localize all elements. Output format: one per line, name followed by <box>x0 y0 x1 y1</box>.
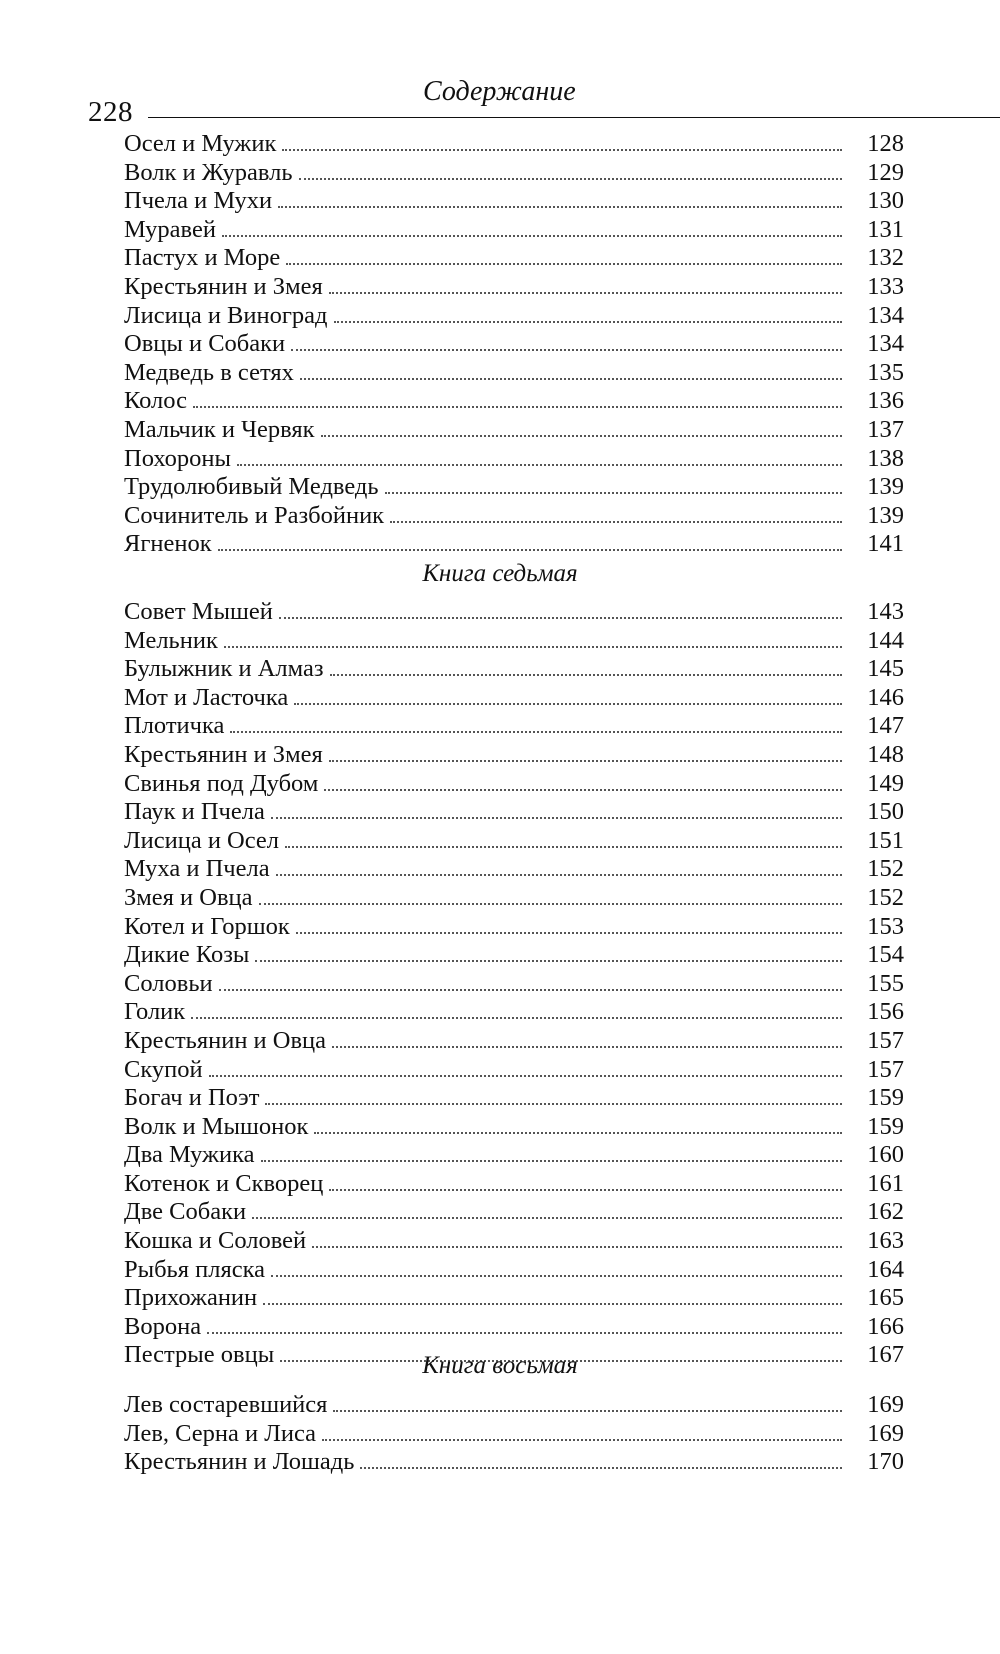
toc-entry-title: Совет Мышей <box>124 598 273 625</box>
toc-dot-leader <box>285 846 842 848</box>
toc-entry-page-number: 170 <box>867 1448 904 1476</box>
toc-entry-page-number: 138 <box>867 444 904 472</box>
toc-entry-title: Крестьянин и Змея <box>124 740 323 768</box>
toc-entry-page-number: 157 <box>867 1055 904 1083</box>
toc-entry-page-number: 150 <box>867 798 904 826</box>
toc-entry-page-number: 162 <box>867 1198 904 1226</box>
toc-entry-title: Крестьянин и Змея <box>124 272 323 300</box>
toc-list <box>124 130 904 559</box>
toc-entry-page-number: 163 <box>867 1227 904 1255</box>
toc-entry <box>124 798 904 827</box>
toc-entry-page-number: 167 <box>867 1341 904 1369</box>
toc-entry-page-number: 137 <box>867 415 904 443</box>
toc-dot-leader <box>324 789 842 791</box>
toc-entry-page-number: 159 <box>867 1112 904 1140</box>
toc-entry <box>124 1027 904 1056</box>
toc-entry <box>124 473 904 502</box>
toc-entry-page-number: 130 <box>867 187 904 215</box>
running-title: Содержание <box>423 76 576 107</box>
toc-dot-leader <box>332 1046 842 1048</box>
toc-entry <box>124 1391 904 1420</box>
toc-entry <box>124 387 904 416</box>
toc-dot-leader <box>278 206 842 208</box>
toc-dot-leader <box>271 817 842 819</box>
toc-entry-title: Пестрые овцы <box>124 1341 275 1369</box>
toc-entry-title: Волк и Мышонок <box>124 1112 309 1140</box>
toc-entry <box>124 1198 904 1227</box>
toc-dot-leader <box>334 321 842 323</box>
toc-entry-title: Рыбья пляска <box>124 1255 266 1283</box>
toc-entry <box>124 445 904 474</box>
toc-entry-page-number: 169 <box>867 1419 904 1447</box>
toc-entry-title: Голик <box>124 998 186 1026</box>
toc-dot-leader <box>191 1017 842 1019</box>
toc-entry-title: Соловьи <box>124 969 213 997</box>
toc-entry-title: Лисица и Осел <box>124 826 280 854</box>
toc-entry-page-number: 151 <box>867 826 904 854</box>
toc-entry-page-number: 164 <box>867 1255 904 1283</box>
toc-entry-page-number: 149 <box>867 769 904 797</box>
toc-entry-page-number: 128 <box>867 130 904 157</box>
book-seven-heading: Книга седьмая <box>422 560 578 587</box>
toc-entry-title: Осел и Мужик <box>124 130 277 157</box>
toc-entry <box>124 712 904 741</box>
toc-list <box>124 598 904 1370</box>
toc-dot-leader <box>222 235 842 237</box>
toc-entry <box>124 159 904 188</box>
toc-entry-page-number: 135 <box>867 358 904 386</box>
toc-list <box>124 1391 904 1477</box>
toc-entry-title: Плотичка <box>124 712 225 740</box>
toc-entry-title: Змея и Овца <box>124 883 253 911</box>
toc-entry <box>124 530 904 559</box>
toc-entry-page-number: 133 <box>867 272 904 300</box>
toc-entry-page-number: 134 <box>867 330 904 358</box>
toc-dot-leader <box>193 406 842 408</box>
toc-dot-leader <box>294 703 842 705</box>
toc-dot-leader <box>329 1189 842 1191</box>
toc-entry-page-number: 134 <box>867 301 904 329</box>
toc-entry-title: Две Собаки <box>124 1198 247 1226</box>
page-header <box>88 72 938 128</box>
toc-dot-leader <box>209 1075 842 1077</box>
toc-entry <box>124 1420 904 1449</box>
toc-entry-title: Дикие Козы <box>124 941 250 969</box>
toc-entry <box>124 627 904 656</box>
toc-dot-leader <box>390 521 842 523</box>
toc-entry-page-number: 154 <box>867 941 904 969</box>
toc-dot-leader <box>286 263 842 265</box>
toc-entry-page-number: 146 <box>867 683 904 711</box>
toc-entry-title: Свинья под Дубом <box>124 769 319 797</box>
toc-entry-title: Овцы и Собаки <box>124 330 286 358</box>
toc-entry <box>124 1448 904 1477</box>
toc-entry-page-number: 139 <box>867 473 904 501</box>
toc-entry <box>124 941 904 970</box>
toc-entry-title: Лев состаревшийся <box>124 1391 328 1418</box>
toc-dot-leader <box>296 932 842 934</box>
toc-dot-leader <box>207 1332 842 1334</box>
toc-entry-title: Ворона <box>124 1312 202 1340</box>
header-rule <box>148 117 1000 118</box>
toc-dot-leader <box>329 292 842 294</box>
toc-entry-title: Лев, Серна и Лиса <box>124 1419 317 1447</box>
toc-entry-page-number: 153 <box>867 912 904 940</box>
toc-entry <box>124 244 904 273</box>
toc-entry-page-number: 131 <box>867 215 904 243</box>
toc-entry-page-number: 129 <box>867 158 904 186</box>
toc-dot-leader <box>300 378 842 380</box>
toc-dot-leader <box>282 149 842 151</box>
toc-dot-leader <box>321 435 842 437</box>
toc-entry-page-number: 147 <box>867 712 904 740</box>
toc-dot-leader <box>312 1246 842 1248</box>
toc-entry <box>124 359 904 388</box>
toc-entry <box>124 855 904 884</box>
toc-entry-title: Прихожанин <box>124 1284 258 1312</box>
toc-entry-title: Кошка и Соловей <box>124 1227 307 1255</box>
toc-entry-page-number: 166 <box>867 1312 904 1340</box>
toc-dot-leader <box>218 549 842 551</box>
toc-entry <box>124 1256 904 1285</box>
toc-entry <box>124 598 904 627</box>
toc-dot-leader <box>299 178 842 180</box>
toc-entry-title: Котел и Горшок <box>124 912 290 940</box>
toc-dot-leader <box>385 492 842 494</box>
toc-entry <box>124 416 904 445</box>
toc-entry-page-number: 157 <box>867 1026 904 1054</box>
toc-entry-title: Крестьянин и Лошадь <box>124 1448 355 1476</box>
toc-entry-title: Мот и Ласточка <box>124 683 289 711</box>
toc-entry <box>124 1284 904 1313</box>
toc-dot-leader <box>263 1303 842 1305</box>
toc-entry-title: Похороны <box>124 444 231 472</box>
toc-entry-title: Волк и Журавль <box>124 158 293 186</box>
toc-dot-leader <box>259 903 842 905</box>
toc-entry <box>124 1084 904 1113</box>
toc-dot-leader <box>252 1217 842 1219</box>
toc-entry-page-number: 161 <box>867 1169 904 1197</box>
toc-entry-page-number: 136 <box>867 387 904 415</box>
toc-entry <box>124 302 904 331</box>
toc-dot-leader <box>230 731 842 733</box>
toc-entry-title: Пчела и Мухи <box>124 187 273 215</box>
toc-entry <box>124 1313 904 1342</box>
toc-entry <box>124 998 904 1027</box>
toc-entry-page-number: 148 <box>867 740 904 768</box>
toc-entry <box>124 913 904 942</box>
toc-dot-leader <box>360 1467 842 1469</box>
toc-entry-page-number: 141 <box>867 530 904 558</box>
toc-dot-leader <box>314 1132 842 1134</box>
toc-entry <box>124 884 904 913</box>
toc-entry-title: Скупой <box>124 1055 203 1083</box>
toc-entry-title: Крестьянин и Овца <box>124 1026 327 1054</box>
toc-entry <box>124 827 904 856</box>
toc-entry-title: Богач и Поэт <box>124 1084 260 1112</box>
toc-entry-page-number: 144 <box>867 626 904 654</box>
toc-section-book-seven <box>124 598 904 1370</box>
toc-dot-leader <box>333 1410 842 1412</box>
toc-entry <box>124 1170 904 1199</box>
toc-entry-title: Мельник <box>124 626 218 654</box>
toc-dot-leader <box>329 760 842 762</box>
toc-entry-title: Паук и Пчела <box>124 798 265 826</box>
toc-entry <box>124 216 904 245</box>
toc-entry <box>124 1227 904 1256</box>
page-number: 228 <box>88 96 133 128</box>
toc-dot-leader <box>330 674 842 676</box>
toc-dot-leader <box>271 1275 842 1277</box>
toc-entry-page-number: 132 <box>867 244 904 272</box>
toc-entry-title: Лисица и Виноград <box>124 301 328 329</box>
toc-entry-page-number: 159 <box>867 1084 904 1112</box>
toc-dot-leader <box>265 1103 842 1105</box>
toc-entry-title: Пастух и Море <box>124 244 281 272</box>
toc-entry <box>124 1113 904 1142</box>
toc-entry-title: Сочинитель и Разбойник <box>124 501 385 529</box>
toc-entry-page-number: 152 <box>867 855 904 883</box>
toc-entry <box>124 684 904 713</box>
toc-dot-leader <box>261 1160 842 1162</box>
toc-dot-leader <box>224 646 842 648</box>
toc-dot-leader <box>322 1439 842 1441</box>
toc-entry <box>124 330 904 359</box>
toc-entry-title: Булыжник и Алмаз <box>124 655 324 683</box>
toc-dot-leader <box>291 349 842 351</box>
toc-entry-page-number: 169 <box>867 1391 904 1418</box>
toc-entry-page-number: 155 <box>867 969 904 997</box>
toc-entry-title: Мальчик и Червяк <box>124 415 315 443</box>
toc-entry <box>124 273 904 302</box>
toc-entry <box>124 741 904 770</box>
toc-entry <box>124 1056 904 1085</box>
book-eight-heading: Книга восьмая <box>422 1352 578 1379</box>
toc-entry-page-number: 139 <box>867 501 904 529</box>
toc-entry-title: Ягненок <box>124 530 212 558</box>
toc-entry-title: Трудолюбивый Медведь <box>124 473 379 501</box>
toc-entry-page-number: 160 <box>867 1141 904 1169</box>
toc-entry <box>124 970 904 999</box>
toc-entry <box>124 1141 904 1170</box>
toc-entry-title: Муха и Пчела <box>124 855 270 883</box>
toc-entry <box>124 502 904 531</box>
toc-entry-page-number: 143 <box>867 598 904 625</box>
toc-entry-page-number: 165 <box>867 1284 904 1312</box>
toc-entry-page-number: 145 <box>867 655 904 683</box>
toc-entry-title: Медведь в сетях <box>124 358 294 386</box>
toc-dot-leader <box>219 989 842 991</box>
toc-entry-page-number: 156 <box>867 998 904 1026</box>
toc-section-book-six <box>124 130 904 559</box>
toc-section-book-eight <box>124 1391 904 1477</box>
toc-entry-title: Муравей <box>124 215 216 243</box>
toc-entry <box>124 655 904 684</box>
toc-dot-leader <box>255 960 842 962</box>
toc-entry-title: Котенок и Скворец <box>124 1169 324 1197</box>
toc-entry <box>124 770 904 799</box>
toc-entry-title: Колос <box>124 387 188 415</box>
toc-dot-leader <box>279 617 842 619</box>
toc-entry <box>124 130 904 159</box>
toc-entry-title: Два Мужика <box>124 1141 255 1169</box>
toc-dot-leader <box>276 874 842 876</box>
toc-dot-leader <box>237 464 842 466</box>
toc-entry <box>124 187 904 216</box>
toc-entry-page-number: 152 <box>867 883 904 911</box>
